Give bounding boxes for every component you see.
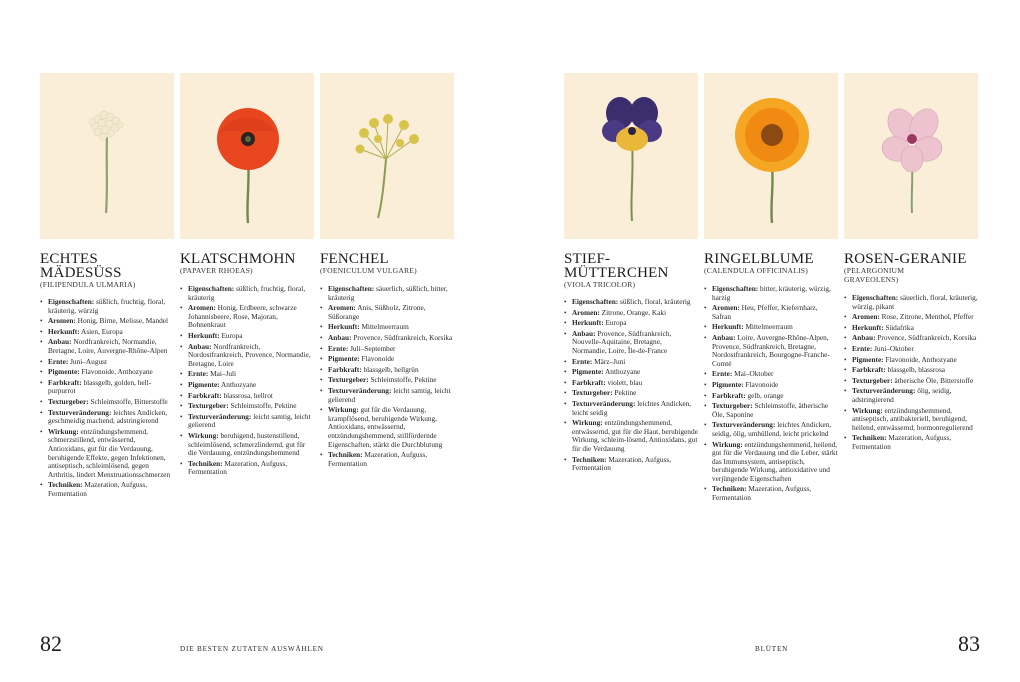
meadowsweet-flower-icon — [40, 73, 174, 239]
list-item: • Aromen: Heu, Pfeffer, Kiefernharz, Safran — [704, 304, 838, 321]
pansy-image — [564, 73, 698, 239]
flower-latin-name: (FILIPENDULA ULMARIA) — [40, 280, 136, 289]
list-item: • Wirkung: beruhigend, hustenstillend, schleimlösend, schmerzlindernd, gut für die Verdauung, entzündungshemmend — [180, 432, 314, 458]
list-item: • Texturgeber: Schleimstoffe, Pektine — [180, 402, 314, 411]
list-item: • Anbau: Nordfrankreich, Normandie, Bretagne, Loire, Auvergne-Rhône-Alpen — [40, 338, 174, 355]
marigold-flower-icon — [704, 73, 838, 239]
rose-geranium-flower-icon — [844, 73, 978, 239]
list-item: • Pigmente: Flavonoide, Anthozyane — [40, 368, 174, 377]
list-item: • Aromen: Anis, Süßholz, Zitrone, Süßorange — [320, 304, 454, 321]
flower-latin-name: (PAPAVER RHOEAS) — [180, 266, 253, 275]
list-item: • Texturgeber: Schleimstoffe, Pektine — [320, 376, 454, 385]
flower-name: STIEF- MÜTTERCHEN — [564, 251, 669, 281]
list-item: • Herkunft: Mittelmeerraum — [320, 323, 454, 332]
list-item: • Texturveränderung: leichtes Andicken, leicht seidig — [564, 400, 698, 417]
flower-name: FENCHEL — [320, 251, 389, 267]
property-list — [40, 298, 174, 500]
list-item: • Ernte: Juli–September — [320, 345, 454, 354]
fennel-image — [320, 73, 454, 239]
property-list — [564, 298, 698, 475]
list-item: • Eigenschaften: säuerlich, süßlich, bitter, kräuterig — [320, 285, 454, 302]
flower-latin-name: (CALENDULA OFFICINALIS) — [704, 266, 808, 275]
list-item: • Pigmente: Flavonoide — [704, 381, 838, 390]
list-item: • Aromen: Rose, Zitrone, Menthol, Pfeffer — [844, 313, 978, 322]
list-item: • Wirkung: entzündungshemmend, heilend, gut für die Verdauung und die Leber, stärkt das Immunsystem, antiseptisch, beruhigende Wirkung, antioxidative und verjüngende Eigenschaften — [704, 441, 838, 484]
list-item: • Ernte: Juni–August — [40, 358, 174, 367]
list-item: • Techniken: Mazeration, Aufguss, Fermentation — [40, 481, 174, 498]
flower-latin-name: (PELARGONIUM GRAVEOLENS) — [844, 266, 905, 284]
poppy-image — [180, 73, 314, 239]
list-item: • Eigenschaften: süßlich, floral, kräuterig — [564, 298, 698, 307]
list-item: • Eigenschaften: bitter, kräuterig, würzig, harzig — [704, 285, 838, 302]
list-item: • Farbkraft: blassgelb, golden, hell-purpurrot — [40, 379, 174, 396]
list-item: • Techniken: Mazeration, Aufguss, Fermentation — [564, 456, 698, 473]
list-item: • Herkunft: Südafrika — [844, 324, 978, 333]
list-item: • Farbkraft: violett, blau — [564, 379, 698, 388]
list-item: • Wirkung: entzündungshemmend, antiseptisch, antibakteriell, beruhigend, heilend, entwässernd, hormonregulierend — [844, 407, 978, 433]
list-item: • Anbau: Provence, Südfrankreich, Korsika — [844, 334, 978, 343]
list-item: • Texturgeber: ätherische Öle, Bitterstoffe — [844, 377, 978, 386]
list-item: • Techniken: Mazeration, Aufguss, Fermentation — [844, 434, 978, 451]
flower-name: RINGELBLUME — [704, 251, 814, 267]
page-number-left: 82 — [40, 631, 62, 656]
list-item: • Texturgeber: Pektine — [564, 389, 698, 398]
list-item: • Wirkung: gut für die Verdauung, krampflösend, beruhigende Wirkung, Antioxidans, entwässernd, entzündungshemmend, stillfördernde Eigenschaften, stärkt die Durchblutung — [320, 406, 454, 449]
list-item: • Anbau: Provence, Südfrankreich, Nouvelle-Aquitaine, Bretagne, Normandie, Loire, Île-de-France — [564, 330, 698, 356]
list-item: • Anbau: Loire, Auvergne-Rhône-Alpen, Provence, Südfrankreich, Bretagne, Nordostfrankreich, Bourgogne-Franche-Comté — [704, 334, 838, 368]
list-item: • Anbau: Nordfrankreich, Nordostfrankreich, Provence, Normandie, Bretagne, Loire — [180, 343, 314, 369]
list-item: • Farbkraft: blassrosa, hellrot — [180, 392, 314, 401]
list-item: • Texturveränderung: leicht samtig, leicht gelierend — [180, 413, 314, 430]
list-item: • Herkunft: Mittelmeerraum — [704, 323, 838, 332]
list-item: • Eigenschaften: süßlich, fruchtig, floral, kräuterig, würzig — [40, 298, 174, 315]
list-item: • Anbau: Provence, Südfrankreich, Korsika — [320, 334, 454, 343]
list-item: • Wirkung: entzündungshemmend, entwässernd, gut für die Haut, beruhigende Wirkung, schleim-lösend, Antioxidans, gut für die Verdauung — [564, 419, 698, 453]
list-item: • Eigenschaften: säuerlich, floral, kräuterig, würzig, pikant — [844, 294, 978, 311]
running-title-left: DIE BESTEN ZUTATEN AUSWÄHLEN — [180, 645, 324, 653]
marigold-image — [704, 73, 838, 239]
flower-name: ROSEN-GERANIE — [844, 251, 967, 267]
pansy-flower-icon — [564, 73, 698, 239]
list-item: • Aromen: Honig, Erdbeere, schwarze Johannisbeere, Rose, Majoran, Bohnenkraut — [180, 304, 314, 330]
list-item: • Farbkraft: blassgelb, blassrosa — [844, 366, 978, 375]
list-item: • Pigmente: Anthozyane — [180, 381, 314, 390]
list-item: • Texturgeber: Schleimstoffe, ätherische Öle, Saponine — [704, 402, 838, 419]
list-item: • Techniken: Mazeration, Aufguss, Fermentation — [180, 460, 314, 477]
list-item: • Farbkraft: blassgelb, hellgrün — [320, 366, 454, 375]
flower-latin-name: (FOENICULUM VULGARE) — [320, 266, 417, 275]
list-item: • Texturveränderung: leichtes Andicken, seidig, ölig, umhüllend, leicht prickelnd — [704, 421, 838, 438]
list-item: • Farbkraft: gelb, orange — [704, 392, 838, 401]
property-list — [844, 294, 978, 454]
list-item: • Aromen: Honig, Birne, Melisse, Mandel — [40, 317, 174, 326]
list-item: • Wirkung: entzündungshemmend, schmerzstillend, entwässernd, Antioxidans, gut für die Verdauung, beruhigende Effekte, gegen Infektionen, antiseptisch, schleimlösend, gegen Arthritis, lindert Menstruationsschmerzen — [40, 428, 174, 480]
flower-name: KLATSCHMOHN — [180, 251, 296, 267]
list-item: • Ernte: März–Juni — [564, 358, 698, 367]
list-item: • Ernte: Mai–Juli — [180, 370, 314, 379]
list-item: • Pigmente: Flavonoide — [320, 355, 454, 364]
list-item: • Ernte: Juni–Oktober — [844, 345, 978, 354]
fennel-flower-icon — [320, 73, 454, 239]
list-item: • Texturveränderung: ölig, seidig, adstringierend — [844, 387, 978, 404]
list-item: • Texturveränderung: leicht samtig, leicht gelierend — [320, 387, 454, 404]
property-list — [320, 285, 454, 470]
poppy-flower-icon — [180, 73, 314, 239]
list-item: • Aromen: Zitrone, Orange, Kaki — [564, 309, 698, 318]
list-item: • Texturgeber: Schleimstoffe, Bitterstoffe — [40, 398, 174, 407]
list-item: • Texturveränderung: leichtes Andicken, geschmeidig machend, adstringierend — [40, 409, 174, 426]
page-number-right: 83 — [958, 631, 980, 656]
list-item: • Herkunft: Europa — [564, 319, 698, 328]
property-list — [704, 285, 838, 505]
meadowsweet-image — [40, 73, 174, 239]
running-title-right: BLÜTEN — [755, 645, 789, 653]
flower-name: ECHTES MÄDESÜSS — [40, 251, 122, 281]
list-item: • Ernte: Mai–Oktober — [704, 370, 838, 379]
list-item: • Herkunft: Europa — [180, 332, 314, 341]
list-item: • Pigmente: Flavonoide, Anthozyane — [844, 356, 978, 365]
rose-geranium-image — [844, 73, 978, 239]
list-item: • Techniken: Mazeration, Aufguss, Fermentation — [320, 451, 454, 468]
property-list — [180, 285, 314, 479]
flower-latin-name: (VIOLA TRICOLOR) — [564, 280, 636, 289]
list-item: • Pigmente: Anthozyane — [564, 368, 698, 377]
list-item: • Eigenschaften: süßlich, fruchtig, floral, kräuterig — [180, 285, 314, 302]
list-item: • Herkunft: Asien, Europa — [40, 328, 174, 337]
list-item: • Techniken: Mazeration, Aufguss, Fermentation — [704, 485, 838, 502]
